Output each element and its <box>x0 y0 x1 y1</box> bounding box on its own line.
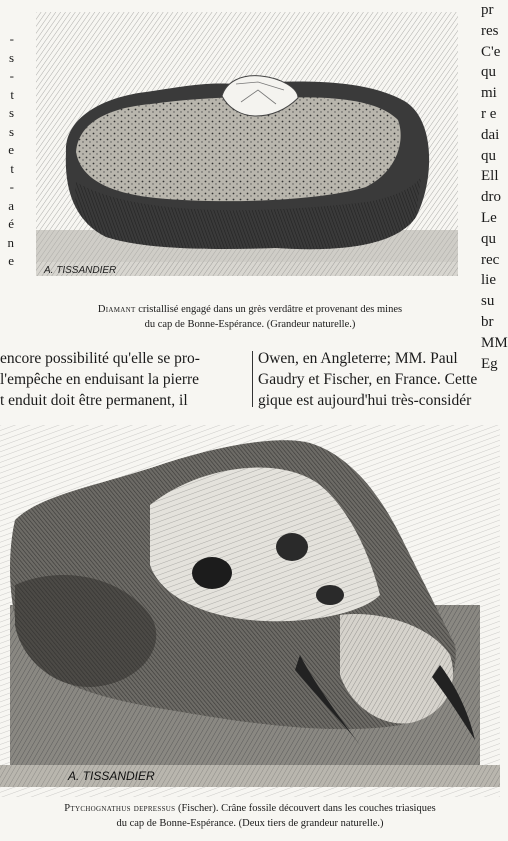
body-right-line2: Gaudry et Fischer, en France. Cette <box>258 371 478 388</box>
left-fragment: t <box>10 160 14 176</box>
left-fragment: é <box>8 216 14 231</box>
figure1-signature: A. TISSANDIER <box>44 265 117 276</box>
right-fragment: C'e <box>481 43 501 60</box>
left-fragment: s <box>8 105 14 120</box>
right-fragment: rec <box>481 251 500 268</box>
right-fragment: lie <box>481 272 496 289</box>
right-fragment: dai <box>481 126 500 143</box>
figure1-caption-line1 <box>20 302 480 317</box>
right-fragment: Eg <box>481 355 498 372</box>
figure2-caption-line2: du cap de Bonne-Espérance. (Deux tiers de grandeur naturelle.) <box>116 818 384 829</box>
right-fragment: qu <box>481 147 496 164</box>
figure2-caption-line1 <box>0 801 500 816</box>
right-fragment: Ell <box>481 168 499 185</box>
figure1-caption-text: cristallisé engagé dans un grès verdâtre et provenant des mines <box>135 304 403 315</box>
body-right-line3: gique est aujourd'hui très-considér <box>258 392 472 409</box>
left-fragment: - <box>9 31 14 46</box>
body-left-line1: encore possibilité qu'elle se pro- <box>0 350 200 367</box>
left-fragment: s <box>8 49 14 65</box>
figure2-caption-term: Ptychognathus depressus <box>64 803 176 814</box>
fossil-skull-engraving <box>0 425 500 797</box>
figure2-caption-text: (Fischer). Crâne fossile découvert dans les couches triasiques <box>175 803 436 814</box>
right-fragment: dro <box>481 189 501 206</box>
right-fragment: pr <box>481 2 494 18</box>
diamond-engraving <box>36 12 458 287</box>
right-fragment: su <box>481 293 495 310</box>
figure1-caption-term: Diamant <box>97 304 136 315</box>
right-fragment: MM <box>481 334 508 351</box>
right-column-fragments <box>481 0 508 374</box>
left-fragment: e <box>8 142 14 157</box>
left-fragment: s <box>8 123 14 139</box>
figure2-signature: A. TISSANDIER <box>68 769 155 783</box>
figure1-caption-line2: du cap de Bonne-Espérance. (Grandeur naturelle.) <box>144 319 356 330</box>
right-fragment: br <box>481 313 494 330</box>
left-fragment: - <box>9 68 14 83</box>
left-fragment: t <box>10 86 14 102</box>
left-fragment: a <box>8 197 14 213</box>
column-divider <box>252 351 253 407</box>
right-fragment: mi <box>481 85 497 102</box>
body-right-line1: Owen, en Angleterre; MM. Paul <box>258 350 458 367</box>
right-fragment: Le <box>481 209 497 226</box>
body-left-line3: t enduit doit être permanent, il <box>0 392 188 409</box>
right-fragment: qu <box>481 64 496 81</box>
right-fragment: qu <box>481 230 496 247</box>
left-column-fragments <box>0 30 14 271</box>
left-fragment: n <box>7 234 14 250</box>
right-fragment: r e <box>481 105 497 122</box>
left-fragment: - <box>9 179 14 194</box>
body-left-line2: l'empêche en enduisant la pierre <box>0 371 200 388</box>
left-fragment: e <box>8 253 14 268</box>
right-fragment: res <box>481 22 499 39</box>
